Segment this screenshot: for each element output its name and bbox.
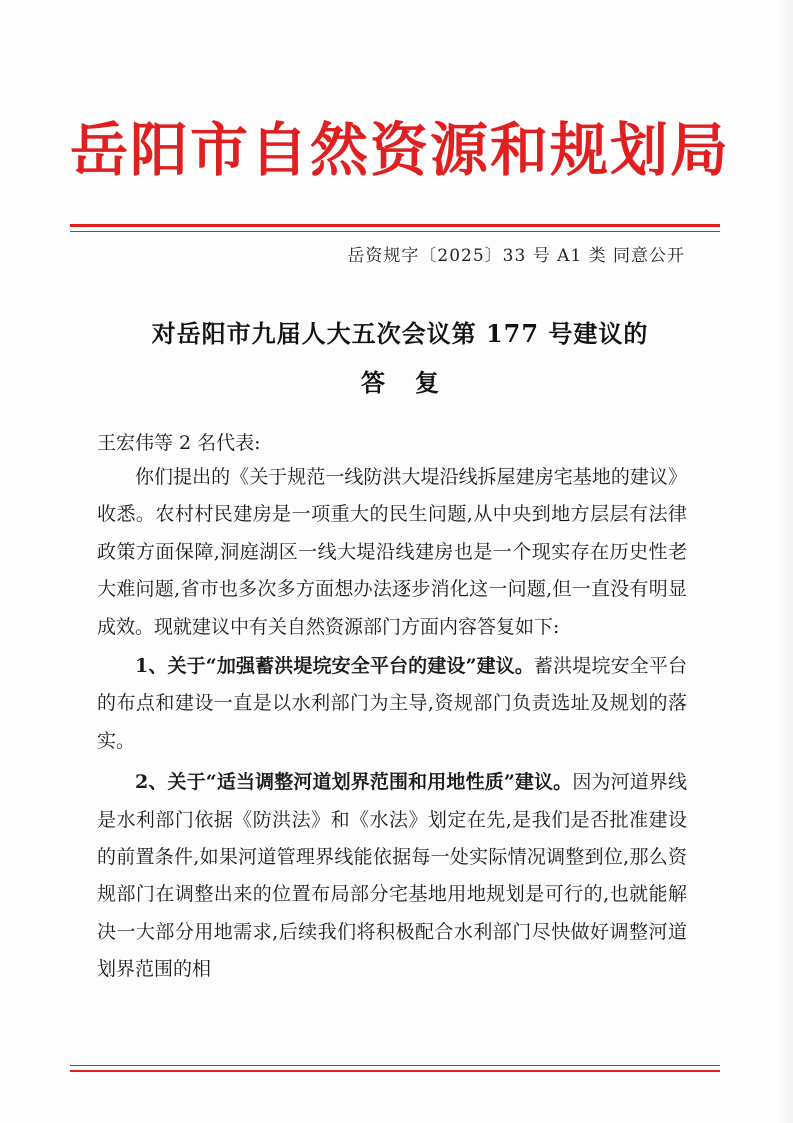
- footer-red-rule-thin: [70, 1065, 720, 1066]
- paragraph-intro: 你们提出的《关于规范一线防洪大堤沿线拆屋建房宅基地的建议》收悉。农村村民建房是一项重大的民生问题,从中央到地方层层有法律政策方面保障,洞庭湖区一线大堤沿线建房也是一个现实存在历史性老大难问题,省市也多次多方面想办法逐步消化这一问题,但一直没有明显成效。现就建议中有关自然资源部门方面内容答复如下:: [97, 466, 687, 638]
- masthead-red-rule-thin: [70, 231, 720, 232]
- page-edge-shadow: [779, 0, 793, 1123]
- item-2-text: 因为河道界线是水利部门依据《防洪法》和《水法》划定在先,是我们是否批准建设的前置条件,如果河道管理界线能依据每一处实际情况调整到位,那么资规部门在调整出来的位置布局部分宅基地用地规划是可行的,也就能解决一大部分用地需求,后续我们将积极配合水利部门尽快做好调整河道划界范围的相: [97, 771, 687, 981]
- item-1-heading: 1、关于“加强蓄洪堤垸安全平台的建设”建议。: [135, 655, 535, 678]
- masthead-org-name: 岳阳市自然资源和规划局: [69, 116, 730, 184]
- masthead-red-rule-thick: [70, 224, 720, 227]
- paragraph-item-1: [97, 648, 687, 760]
- document-body: [97, 459, 687, 989]
- footer-red-rule-thick: [70, 1070, 720, 1072]
- paragraph-item-2: [97, 764, 687, 988]
- document-title-line1: 对岳阳市九届人大五次会议第 177 号建议的: [151, 319, 649, 348]
- document-title-line2: 答复: [361, 368, 469, 397]
- salutation: 王宏伟等 2 名代表:: [97, 432, 261, 454]
- item-2-heading: 2、关于“适当调整河道划界范围和用地性质”建议。: [135, 771, 573, 794]
- document-number: 岳资规字〔2025〕33 号 A1 类 同意公开: [347, 246, 685, 266]
- item-1-text: 蓄洪堤垸安全平台的布点和建设一直是以水利部门为主导,资规部门负责选址及规划的落实。: [97, 655, 687, 752]
